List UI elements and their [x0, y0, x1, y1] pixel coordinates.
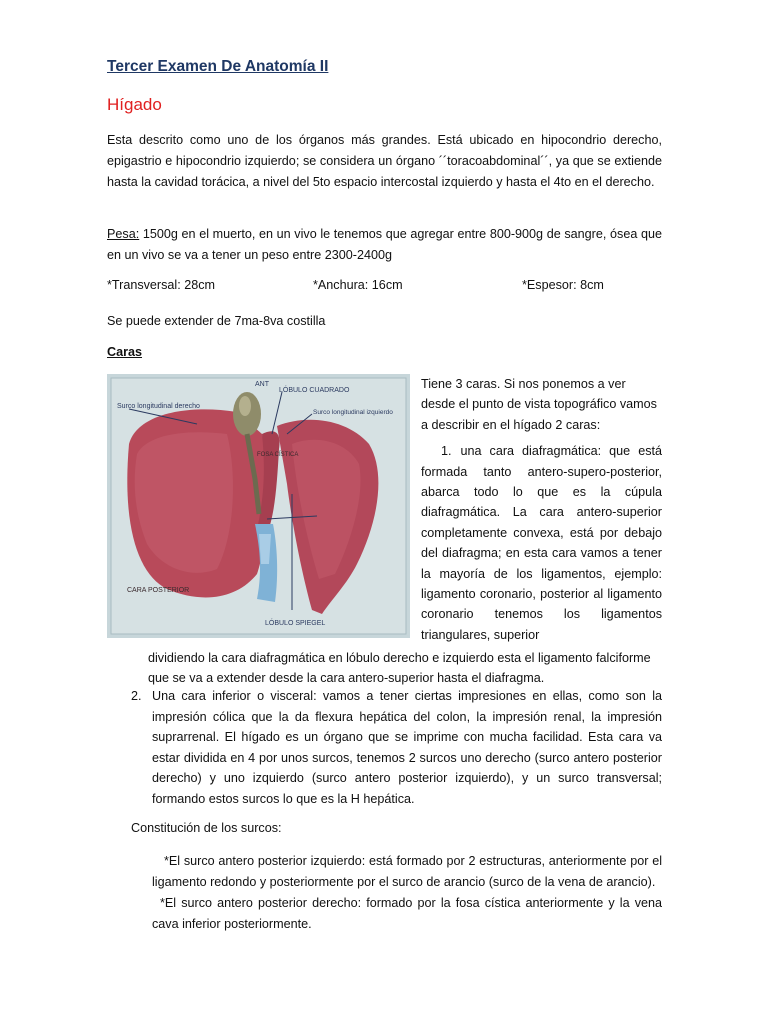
liver-figure [107, 374, 410, 638]
document-title: Tercer Examen De Anatomía II [107, 58, 329, 75]
constitution-heading: Constitución de los surcos: [131, 821, 282, 835]
measurements-row [107, 278, 662, 298]
intro-paragraph: Esta descrito como uno de los órganos más grandes. Está ubicado en hipocondrio derecho, epigastrio e hipocondrio izquierdo; se considera un órgano ´´toracoabdominal´´, ya que se extiende hasta la cavidad torácica, a nivel del 5to espacio intercostal izquierdo y hasta el 4to en el derecho. [107, 133, 662, 189]
measure-espesor: *Espesor: 8cm [522, 278, 604, 292]
measure-transversal: *Transversal: 28cm [107, 278, 216, 292]
list-item-1 [421, 441, 662, 645]
list-item-2-number: 2. [131, 689, 142, 703]
caras-right-column [421, 374, 662, 645]
label-cara-posterior: CARA POSTERIOR [127, 587, 190, 594]
list-item-1-number: 1. [441, 444, 452, 459]
caras-intro: Tiene 3 caras. Si nos ponemos a ver desde el punto de vista topográfico vamos a describir en el hígado 2 caras: [421, 377, 657, 432]
list-item-1-continuation: dividiendo la cara diafragmática en lóbulo derecho e izquierdo esta el ligamento falciforme que se va a extender desde la cara antero-superior hasta el diafragma. [148, 651, 651, 686]
label-lobulo-spiegel: LÓBULO SPIEGEL [265, 620, 326, 627]
surcos-bullets [152, 851, 662, 934]
list-item-2-text: Una cara inferior o visceral: vamos a tener ciertas impresiones en ellas, como son la impresión cólica que la da flexura hepática del colon, la impresión renal, la impresión suprarrenal. El hígado es un órgano que se imprime con mucha facilidad. Esta cara va estar dividida en 4 por unos surcos, tenemos 2 surcos uno derecho (surco antero posterior derecho) y uno izquierdo (surco antero posterior izquierdo), y un surco transversal; formando estos surcos lo que es la H hepática. [152, 689, 662, 806]
weight-paragraph [107, 224, 662, 266]
label-surco-izquierdo: Surco longitudinal izquierdo [313, 409, 393, 416]
caras-heading: Caras [107, 345, 143, 359]
liver-illustration [107, 374, 410, 638]
bullet-surco-izquierdo: *El surco antero posterior izquierdo: está formado por 2 estructuras, anteriormente por el ligamento redondo y posteriormente por el surco de arancio (surco de la vena de arancio). [152, 854, 662, 889]
weight-text: 1500g en el muerto, en un vivo le tenemos que agregar entre 800-900g de sangre, ósea que en un vivo se va a tener un peso entre 2300-2400g [107, 227, 662, 262]
section-heading: Hígado [107, 95, 162, 114]
label-surco-derecho: Surco longitudinal derecho [117, 403, 200, 410]
measure-anchura: *Anchura: 16cm [313, 278, 403, 292]
label-ant: ANT [255, 381, 269, 388]
weight-label: Pesa: [107, 227, 140, 241]
list-item-1-text: una cara diafragmática: que está formada tanto antero-supero-posterior, abarca todo lo que es la cúpula diafragmática. La cara antero-superior completamente convexa, está por debajo del diafragma; en esta cara vamos a tener la mayoría de los ligamentos, ejemplo: ligamento coronario, posterior al ligamento coronario tenemos los ligamentos triangulares, superior [421, 444, 662, 642]
bullet-surco-derecho: *El surco antero posterior derecho: formado por la fosa cística anteriormente y la vena cava inferior posteriormente. [152, 896, 662, 931]
list-item-2 [131, 686, 662, 810]
rib-extension: Se puede extender de 7ma-8va costilla [107, 314, 326, 328]
label-fosa-cistica: FOSA CÍSTICA [257, 452, 299, 458]
label-lobulo-cuadrado: LÓBULO CUADRADO [279, 387, 350, 394]
